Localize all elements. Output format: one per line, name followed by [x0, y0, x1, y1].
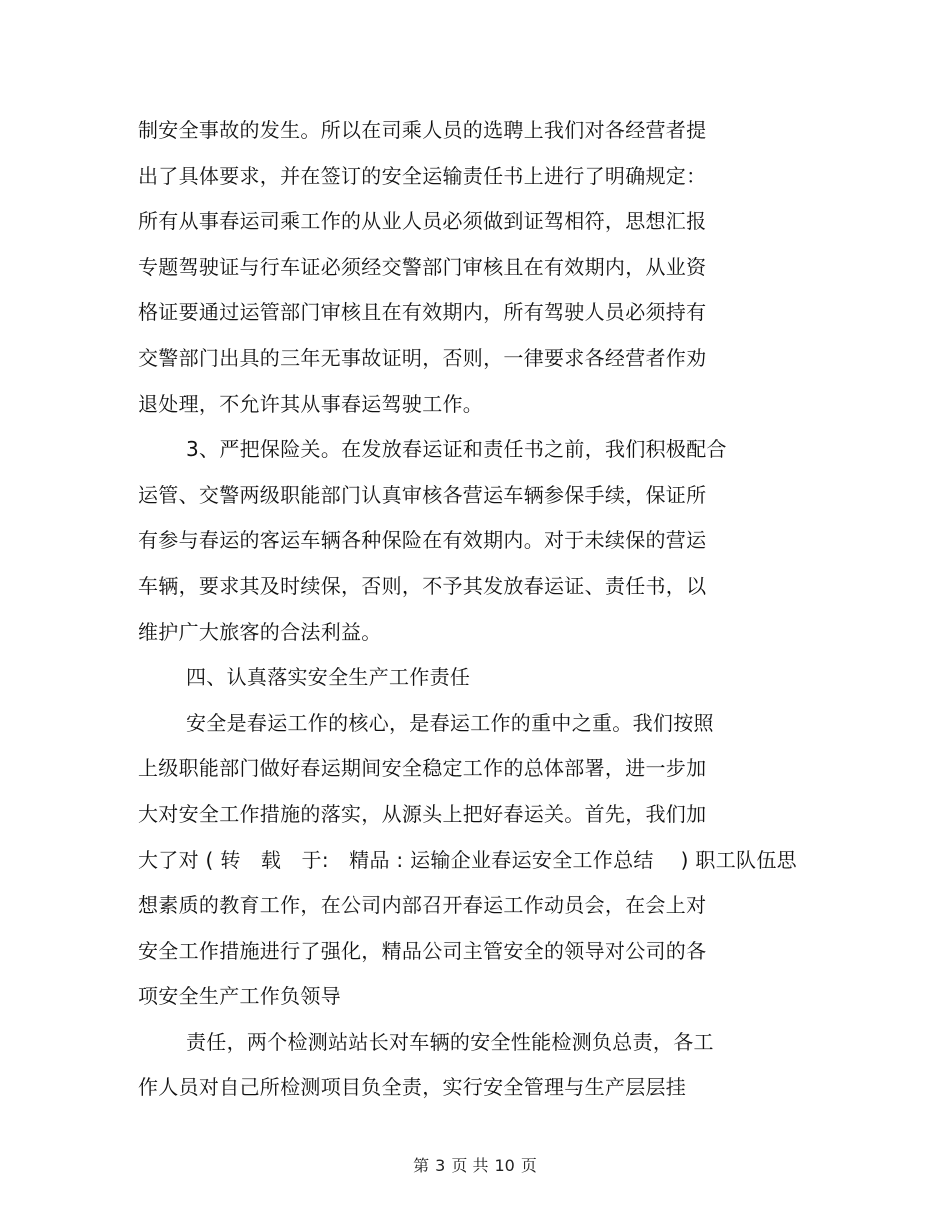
section-heading: 四、认真落实安全生产工作责任: [186, 665, 471, 690]
paragraph-start-line: 责任，两个检测站站长对车辆的安全性能检测负总责，各工: [186, 1029, 714, 1054]
text-line: 交警部门出具的三年无事故证明，否则，一律要求各经营者作劝: [138, 345, 707, 370]
text-line: 大对安全工作措施的落实，从源头上把好春运关。首先，我们加: [138, 801, 707, 826]
text-line: 专题驾驶证与行车证必须经交警部门审核且在有效期内，从业资: [138, 254, 707, 279]
page-label-mid: 页 共: [451, 1156, 489, 1175]
paragraph-start-line: 安全是春运工作的核心，是春运工作的重中之重。我们按照: [186, 710, 714, 735]
page-label-prefix: 第: [413, 1156, 430, 1175]
text-line: 有参与春运的客运车辆各种保险在有效期内。对于未续保的营运: [138, 528, 707, 553]
paragraph-start-line: 3、严把保险关。在发放春运证和责任书之前，我们积极配合: [186, 437, 727, 462]
text-line: 出了具体要求，并在签订的安全运输责任书上进行了明确规定：: [138, 163, 707, 188]
text-line: 制安全事故的发生。所以在司乘人员的选聘上我们对各经营者提: [138, 118, 707, 142]
page-footer: [0, 1156, 950, 1176]
text-line: 大了对 ( 转 载 于: 精品 : 运输企业春运安全工作总结 ) 职工队伍思: [138, 847, 797, 872]
page-current-number: 3: [435, 1156, 446, 1175]
text-line: 项安全生产工作负领导: [138, 984, 341, 1009]
page-label-suffix: 页: [520, 1156, 537, 1175]
text-line: 格证要通过运管部门审核且在有效期内，所有驾驶人员必须持有: [138, 300, 707, 325]
body-text: [138, 108, 818, 1111]
text-line: 车辆，要求其及时续保，否则，不予其发放春运证、责任书，以: [138, 573, 707, 598]
text-line: 作人员对自己所检测项目负全责，实行安全管理与生产层层挂: [138, 1075, 687, 1100]
page-total-number: 10: [494, 1156, 515, 1175]
text-line: 运管、交警两级职能部门认真审核各营运车辆参保手续，保证所: [138, 482, 707, 507]
text-line: 维护广大旅客的合法利益。: [138, 619, 382, 644]
text-line: 想素质的教育工作，在公司内部召开春运工作动员会，在会上对: [138, 893, 707, 918]
text-line: 所有从事春运司乘工作的从业人员必须做到证驾相符，思想汇报: [138, 209, 707, 234]
text-line: 上级职能部门做好春运期间安全稳定工作的总体部署，进一步加: [138, 756, 707, 781]
text-line: 退处理，不允许其从事春运驾驶工作。: [138, 391, 484, 416]
text-line: 安全工作措施进行了强化，精品公司主管安全的领导对公司的各: [138, 938, 707, 963]
